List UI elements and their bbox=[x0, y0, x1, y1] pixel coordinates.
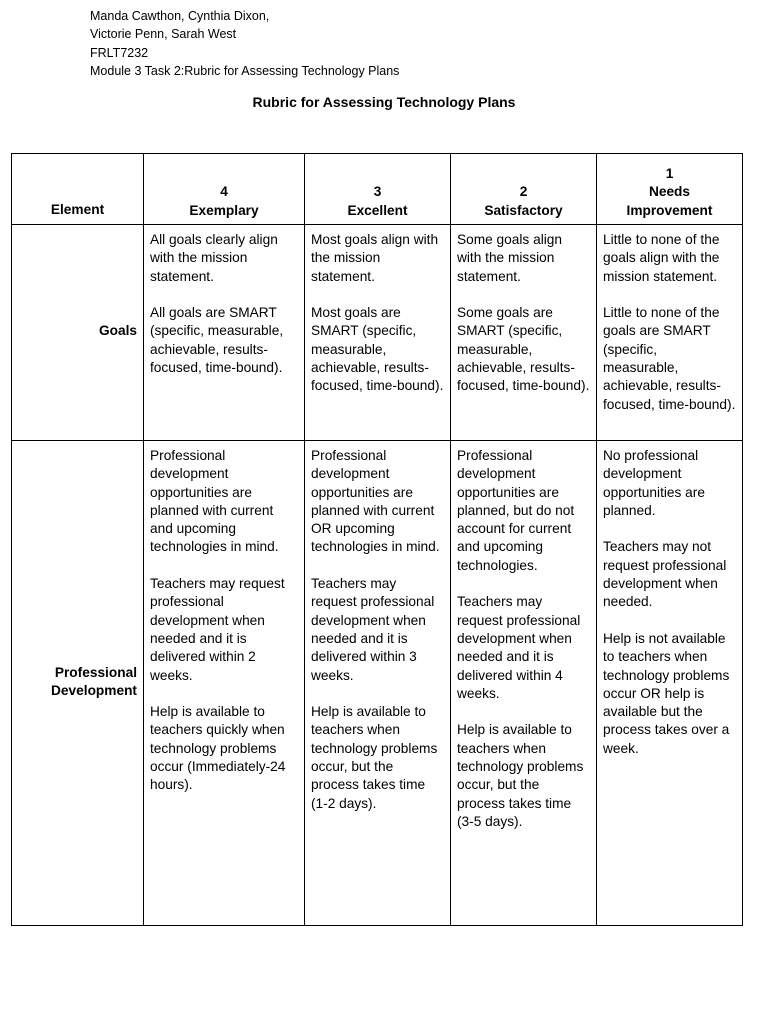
criterion-text: Help is available to teachers when technology problems occur, but the process takes time (3-5 days). bbox=[457, 722, 584, 829]
score-label: Satisfactory bbox=[484, 202, 563, 218]
authors-line-2: Victorie Penn, Sarah West bbox=[90, 27, 237, 42]
column-header-element bbox=[12, 154, 144, 225]
score-label: Needs bbox=[648, 184, 691, 200]
criterion-text: Little to none of the goals are SMART (specific, measurable, achievable, results-focused, time-bound). bbox=[603, 305, 736, 412]
column-header-line: Element bbox=[50, 201, 105, 217]
score-number: 3 bbox=[373, 184, 382, 200]
column-header-satisfactory bbox=[451, 154, 597, 225]
score-label: Improvement bbox=[626, 202, 713, 218]
authors-line-1: Manda Cawthon, Cynthia Dixon, bbox=[90, 9, 270, 23]
criterion-text: Little to none of the goals align with the mission statement. bbox=[603, 232, 720, 284]
column-header-needs-improvement bbox=[597, 154, 743, 225]
cell-pd-needs-improvement bbox=[597, 441, 743, 926]
score-label: Exemplary bbox=[189, 202, 259, 218]
criterion-text: No professional development opportunities are planned. bbox=[603, 448, 705, 518]
cell-goals-exemplary bbox=[144, 225, 305, 441]
criterion-text: Professional development opportunities are planned, but do not account for current and upcoming technologies. bbox=[457, 448, 575, 573]
criterion-text: Teachers may request professional development when needed and it is delivered within 4 weeks. bbox=[457, 594, 581, 701]
cell-goals-excellent bbox=[305, 225, 451, 441]
criterion-text: Most goals are SMART (specific, measurable, achievable, results-focused, time-bound). bbox=[311, 305, 444, 394]
score-number: 1 bbox=[665, 166, 674, 182]
row-label-text: Development bbox=[51, 683, 137, 698]
score-number: 2 bbox=[519, 184, 528, 200]
criterion-text: Some goals are SMART (specific, measurable, achievable, results-focused, time-bound). bbox=[457, 305, 590, 394]
score-number: 4 bbox=[220, 184, 228, 200]
row-label-text: Professional bbox=[54, 664, 137, 680]
criterion-text: Professional development opportunities are planned with current OR upcoming technologies in mind. bbox=[311, 448, 440, 555]
document-title: Rubric for Assessing Technology Plans bbox=[252, 94, 516, 110]
row-label-text: Goals bbox=[98, 323, 137, 339]
criterion-text: Help is available to teachers quickly when technology problems occur (Immediately-24 hours). bbox=[150, 704, 286, 793]
cell-pd-excellent bbox=[305, 441, 451, 926]
table-row-professional-development bbox=[12, 441, 743, 926]
criterion-text: All goals clearly align with the mission statement. bbox=[150, 232, 278, 284]
cell-goals-satisfactory bbox=[451, 225, 597, 441]
course-code: FRLT7232 bbox=[90, 45, 149, 60]
row-label-professional-development bbox=[12, 441, 144, 926]
criterion-text: Teachers may request professional development when needed and it is delivered within 2 weeks. bbox=[150, 576, 285, 683]
assignment-name: Module 3 Task 2:Rubric for Assessing Technology Plans bbox=[90, 63, 400, 78]
column-header-exemplary bbox=[144, 154, 305, 225]
criterion-text: Help is not available to teachers when technology problems occur OR help is available but the process takes over a week. bbox=[603, 630, 730, 756]
cell-pd-satisfactory bbox=[451, 441, 597, 926]
rubric-table bbox=[11, 153, 743, 926]
author-header bbox=[90, 7, 399, 80]
cell-pd-exemplary bbox=[144, 441, 305, 926]
score-label: Excellent bbox=[347, 202, 408, 218]
table-row-goals bbox=[12, 225, 743, 441]
criterion-text: Some goals align with the mission statement. bbox=[457, 232, 563, 284]
row-label-goals bbox=[12, 225, 144, 441]
criterion-text: Help is available to teachers when technology problems occur, but the process takes time (1-2 days). bbox=[311, 704, 438, 811]
criterion-text: Teachers may not request professional development when needed. bbox=[603, 539, 727, 610]
column-header-excellent bbox=[305, 154, 451, 225]
criterion-text: Teachers may request professional development when needed and it is delivered within 3 weeks. bbox=[311, 576, 435, 683]
criterion-text: Professional development opportunities are planned with current and upcoming technologies in mind. bbox=[150, 448, 279, 555]
criterion-text: Most goals align with the mission statement. bbox=[311, 232, 439, 284]
header-row bbox=[12, 154, 743, 225]
criterion-text: All goals are SMART (specific, measurable, achievable, results-focused, time-bound). bbox=[150, 305, 284, 376]
cell-goals-needs-improvement bbox=[597, 225, 743, 441]
